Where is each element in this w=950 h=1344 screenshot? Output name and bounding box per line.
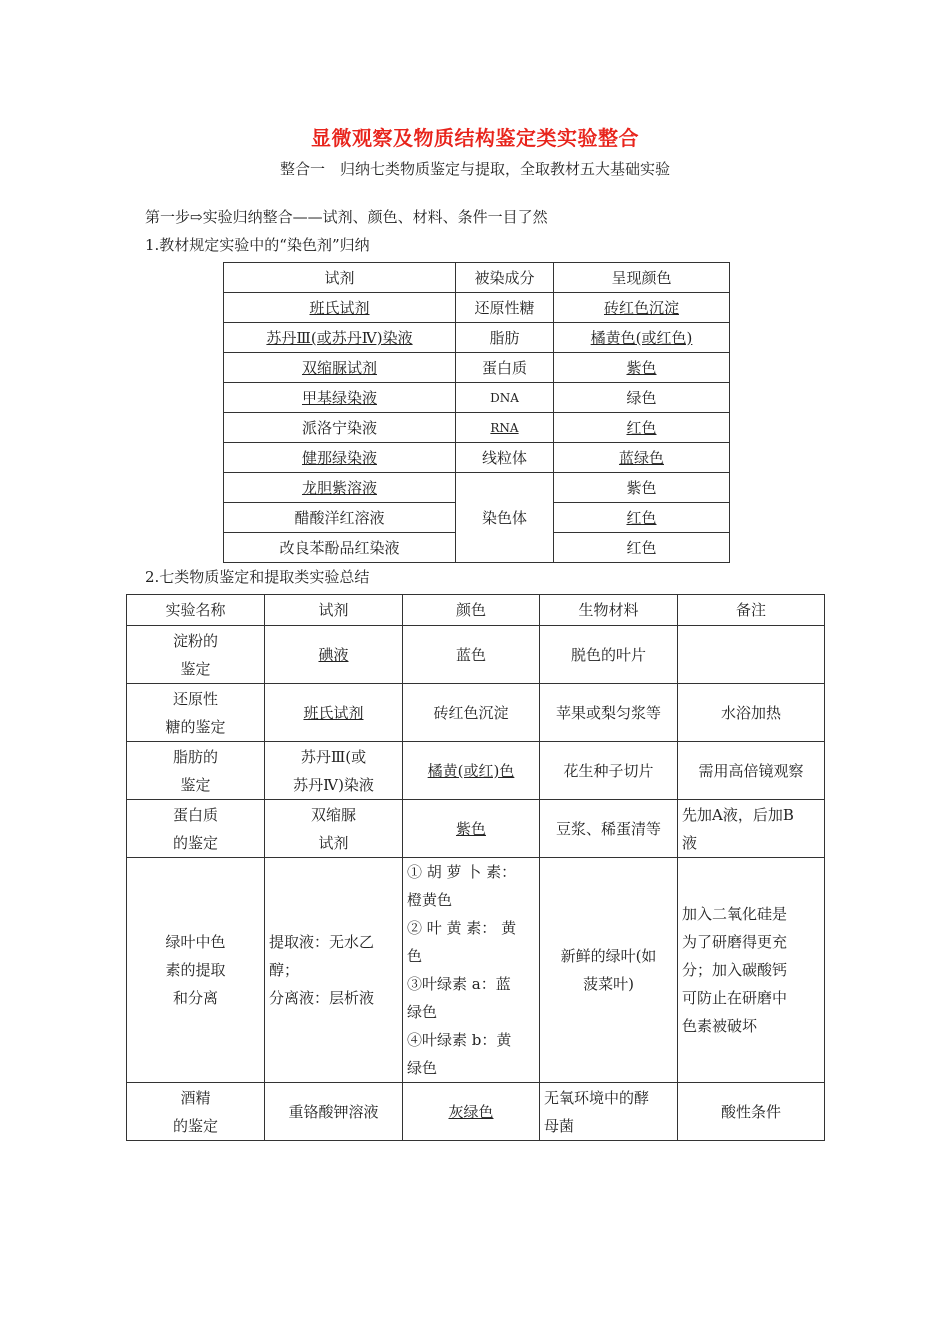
experiment-table [126,594,825,1141]
cell-line: 蓝色 [455,645,486,664]
cell-line: 碘液 [318,645,349,664]
name-cell [127,858,265,1083]
cell-line: 苏丹Ⅳ)染液 [293,775,374,794]
reagent-cell [265,742,403,800]
cell-line: 鉴定 [180,775,211,794]
target-cell: 脂肪 [456,323,554,353]
cell-line: 提取液：无水乙 [269,933,375,951]
cell-line: 重铬酸钾溶液 [288,1102,379,1121]
cell-line: 可防止在研磨中 [682,989,788,1007]
section1-title: 1.教材规定实验中的“染色剂”归纳 [145,236,370,254]
cell-line: ③叶绿素 a：蓝 [407,975,511,993]
cell-line: 脱色的叶片 [570,645,646,664]
cell-line: ④叶绿素 b：黄 [407,1031,512,1049]
target-cell: 蛋白质 [456,353,554,383]
header-cell: 试剂 [265,595,403,626]
header-cell: 备注 [678,595,825,626]
color-cell: 红色 [626,508,657,527]
color-cell [403,684,540,742]
cell-line: 灰绿色 [448,1102,494,1121]
table-row [127,742,825,800]
cell-line: 加入二氧化硅是 [682,905,788,923]
note-cell [678,684,825,742]
material-cell [540,800,678,858]
color-cell: 蓝绿色 [618,448,664,467]
header-cell: 颜色 [403,595,540,626]
cell-line: 紫色 [455,819,486,838]
color-cell: 紫色 [626,358,657,377]
material-cell [540,742,678,800]
reagent-cell [265,684,403,742]
cell-line: 绿色 [407,1059,438,1077]
reagent-cell: 改良苯酚品红染液 [224,533,456,563]
target-cell: 线粒体 [456,443,554,473]
table-row [127,800,825,858]
name-cell [127,742,265,800]
cell-line: 双缩脲 [310,805,356,824]
cell-line: 橘黄(或红)色 [427,761,515,780]
note-cell [678,858,825,1083]
cell-line: 糖的鉴定 [165,717,226,736]
document-title: 显微观察及物质结构鉴定类实验整合 [311,126,639,150]
material-cell [540,858,678,1083]
reagent-cell [265,858,403,1083]
cell-line: 的鉴定 [172,1116,218,1135]
target-cell: 还原性糖 [456,293,554,323]
header-cell: 呈现颜色 [554,263,730,293]
table-row [127,684,825,742]
color-cell: 砖红色沉淀 [603,298,679,317]
name-cell [127,800,265,858]
table-row [127,1083,825,1141]
cell-line: 无氧环境中的酵 [544,1088,650,1107]
section2-title: 2.七类物质鉴定和提取类实验总结 [145,568,370,586]
color-cell [403,742,540,800]
color-cell: 橘黄色(或红色) [590,328,693,347]
cell-line: 脂肪的 [172,747,218,766]
cell-line: 和分离 [172,989,218,1007]
cell-line: 先加A液，后加B [682,805,794,824]
cell-line: 橙黄色 [407,891,453,909]
cell-line: 苏丹Ⅲ(或 [300,747,367,766]
cell-line: 素的提取 [165,961,226,979]
target-cell: 染色体 [456,473,554,563]
cell-line: 分；加入碳酸钙 [682,961,788,979]
reagent-cell [265,1083,403,1141]
reagent-cell: 派洛宁染液 [224,413,456,443]
table-row [224,443,730,473]
name-cell [127,626,265,684]
cell-line: 鉴定 [180,659,211,678]
material-cell [540,626,678,684]
note-cell [678,800,825,858]
cell-line: 母菌 [544,1116,575,1135]
cell-line: 醇； [269,961,300,979]
cell-line: 为了研磨得更充 [682,933,788,951]
color-cell: 紫色 [554,473,730,503]
color-cell [403,858,540,1083]
cell-line: 豆浆、稀蛋清等 [555,819,661,838]
table-row [224,413,730,443]
table-row [224,293,730,323]
cell-line: 需用高倍镜观察 [698,761,804,780]
note-cell [678,626,825,684]
cell-line: 还原性 [172,689,218,708]
cell-line: ① 胡 萝 卜 素： [407,863,517,881]
cell-line: 液 [682,833,698,852]
table-row [127,858,825,1083]
cell-line: 试剂 [318,833,349,852]
cell-line: 苹果或梨匀浆等 [555,703,661,722]
target-cell: DNA [456,383,554,413]
reagent-cell: 健那绿染液 [301,448,377,467]
reagent-cell: 醋酸洋红溶液 [224,503,456,533]
material-cell [540,1083,678,1141]
color-cell: 红色 [554,533,730,563]
color-cell: 绿色 [554,383,730,413]
cell-line: 酸性条件 [720,1102,781,1121]
table-row [224,353,730,383]
reagent-cell [265,626,403,684]
stain-table [223,262,730,563]
table-header-row [127,595,825,626]
target-cell: RNA [490,421,519,435]
note-cell [678,1083,825,1141]
cell-line: 砖红色沉淀 [433,703,509,722]
reagent-cell: 班氏试剂 [309,298,370,317]
header-cell: 试剂 [224,263,456,293]
reagent-cell [265,800,403,858]
header-cell: 实验名称 [127,595,265,626]
table-row [224,473,730,503]
cell-line: 菠菜叶) [583,975,634,993]
cell-line: 绿色 [407,1003,438,1021]
cell-line: 淀粉的 [172,631,218,650]
color-cell [403,1083,540,1141]
color-cell [403,626,540,684]
cell-line: 花生种子切片 [563,761,654,780]
name-cell [127,1083,265,1141]
cell-line: 分离液：层析液 [269,989,375,1007]
reagent-cell: 苏丹Ⅲ(或苏丹Ⅳ)染液 [266,328,413,347]
document-subtitle: 整合一 归纳七类物质鉴定与提取，全取教材五大基础实验 [279,160,670,178]
cell-line: 绿叶中色 [165,933,226,951]
header-cell: 被染成分 [456,263,554,293]
color-cell: 红色 [626,418,657,437]
reagent-cell: 龙胆紫溶液 [301,478,377,497]
table-row [127,626,825,684]
step-line: 第一步⇨实验归纳整合——试剂、颜色、材料、条件一目了然 [145,208,548,226]
cell-line: 酒精 [180,1088,211,1107]
cell-line: 新鲜的绿叶(如 [560,947,657,965]
table-header-row [224,263,730,293]
name-cell [127,684,265,742]
cell-line: 蛋白质 [172,805,218,824]
material-cell [540,684,678,742]
cell-line: 水浴加热 [720,703,781,722]
cell-line: ② 叶 黄 素： 黄 [407,919,517,937]
table-row [224,383,730,413]
note-cell [678,742,825,800]
table-row [224,323,730,353]
reagent-cell: 甲基绿染液 [301,388,377,407]
cell-line: 的鉴定 [172,833,218,852]
header-cell: 生物材料 [540,595,678,626]
color-cell [403,800,540,858]
cell-line: 班氏试剂 [303,703,364,722]
cell-line: 色素被破坏 [682,1017,758,1035]
cell-line: 色 [407,947,423,965]
reagent-cell: 双缩脲试剂 [301,358,377,377]
